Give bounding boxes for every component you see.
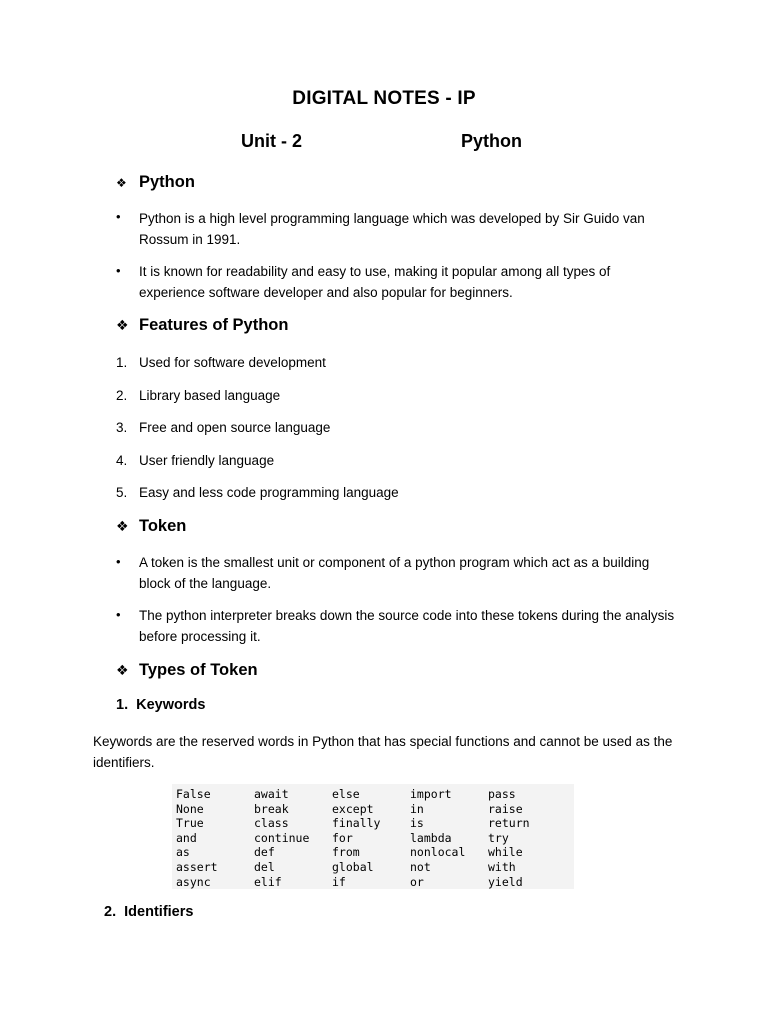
keyword-cell: or: [410, 874, 424, 889]
subject-label: Python: [461, 131, 522, 151]
document-title: DIGITAL NOTES - IP: [292, 88, 476, 109]
keywords-table: [176, 787, 548, 889]
list-item: Easy and less code programming language: [139, 485, 399, 500]
list-item: Free and open source language: [139, 420, 331, 435]
keyword-cell: nonlocal: [410, 845, 466, 860]
list-number: 2.: [116, 388, 128, 403]
table-row: [176, 845, 548, 860]
section-heading-features: [116, 316, 288, 335]
keywords-description: Keywords are the reserved words in Python that has special functions and cannot be used as the identifiers.: [93, 734, 673, 770]
table-row: [176, 787, 548, 802]
list-item: Library based language: [139, 388, 281, 403]
diamond-bullet-icon: ❖: [116, 317, 129, 333]
keyword-cell: elif: [254, 874, 282, 889]
list-item: A token is the smallest unit or component of a python program which act as a building block of the language.: [139, 555, 650, 591]
list-number: 5.: [116, 485, 128, 500]
keyword-cell: else: [332, 787, 360, 801]
keyword-cell: assert: [176, 859, 218, 874]
bullet-icon: •: [116, 607, 121, 622]
keyword-cell: break: [254, 801, 289, 816]
keyword-cell: global: [332, 859, 374, 874]
list-number: 3.: [116, 420, 128, 435]
keyword-cell: for: [332, 830, 353, 845]
table-row: [176, 816, 548, 831]
unit-label: Unit - 2: [241, 131, 302, 151]
identifiers-heading: 2. Identifiers: [104, 904, 194, 920]
keyword-cell: True: [176, 816, 204, 831]
list-item: Python is a high level programming language which was developed by Sir Guido van Rossum in 1991.: [139, 211, 645, 247]
keyword-cell: False: [176, 787, 211, 801]
list-number: 1.: [116, 355, 128, 370]
keyword-cell: def: [254, 845, 275, 860]
bullet-icon: •: [116, 263, 121, 278]
keyword-cell: pass: [488, 787, 516, 801]
section-heading-label: Token: [139, 517, 187, 535]
keyword-cell: class: [254, 816, 289, 831]
section-heading-token: [116, 517, 186, 536]
keyword-cell: continue: [254, 830, 310, 845]
keyword-cell: lambda: [410, 830, 452, 845]
keyword-cell: in: [410, 801, 424, 816]
keyword-cell: from: [332, 845, 360, 860]
bullet-icon: •: [116, 554, 121, 569]
keyword-cell: async: [176, 874, 211, 889]
keyword-cell: try: [488, 830, 509, 845]
diamond-bullet-icon: ❖: [116, 175, 127, 190]
list-number: 4.: [116, 453, 128, 468]
keyword-cell: not: [410, 859, 431, 874]
list-item: Used for software development: [139, 355, 326, 370]
keyword-cell: return: [488, 816, 530, 831]
table-row: [176, 875, 548, 890]
keyword-cell: None: [176, 801, 204, 816]
list-item: The python interpreter breaks down the source code into these tokens during the analysis before processing it.: [139, 608, 675, 644]
table-row: [176, 802, 548, 817]
table-row: [176, 831, 548, 846]
keyword-cell: import: [410, 787, 452, 801]
list-item: User friendly language: [139, 453, 275, 468]
keyword-cell: await: [254, 787, 289, 801]
keyword-cell: and: [176, 830, 197, 845]
keyword-cell: yield: [488, 874, 523, 889]
section-heading-label: Types of Token: [139, 661, 258, 679]
keyword-cell: with: [488, 859, 516, 874]
keyword-cell: except: [332, 801, 374, 816]
section-heading-label: Python: [139, 173, 195, 191]
section-heading-python: [116, 173, 195, 192]
diamond-bullet-icon: ❖: [116, 518, 129, 534]
keyword-cell: is: [410, 816, 424, 831]
bullet-icon: •: [116, 209, 121, 224]
keyword-cell: raise: [488, 801, 523, 816]
diamond-bullet-icon: ❖: [116, 662, 129, 678]
keyword-cell: as: [176, 845, 190, 860]
table-row: [176, 860, 548, 875]
keyword-cell: del: [254, 859, 275, 874]
keyword-cell: while: [488, 845, 523, 860]
keyword-cell: if: [332, 874, 346, 889]
keywords-heading: 1. Keywords: [116, 697, 206, 713]
list-item: It is known for readability and easy to use, making it popular among all types of experience software developer and also popular for beginners.: [139, 264, 611, 300]
section-heading-types: [116, 661, 258, 680]
section-heading-label: Features of Python: [139, 316, 289, 334]
keyword-cell: finally: [332, 816, 381, 831]
